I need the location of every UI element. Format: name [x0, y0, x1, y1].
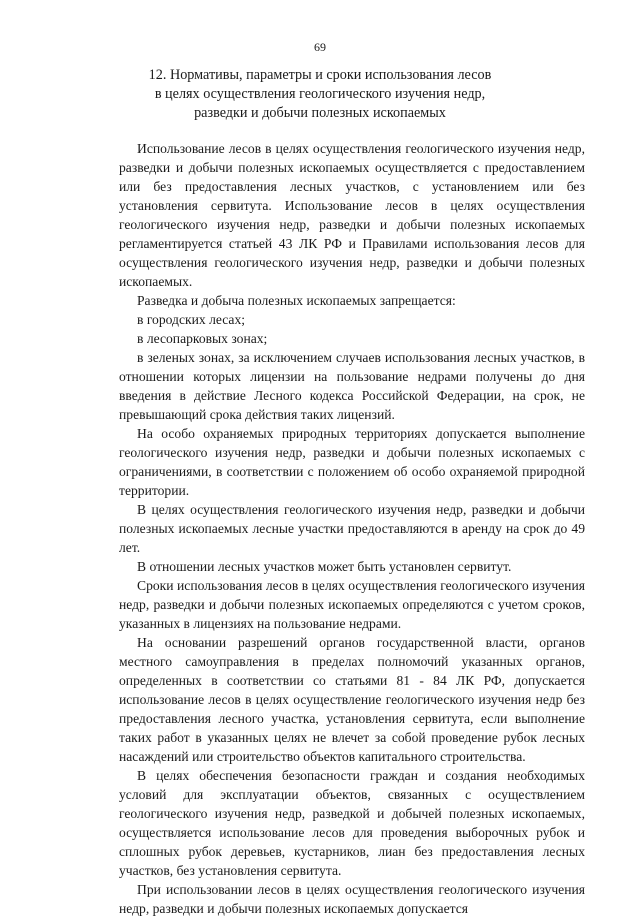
body-text — [119, 139, 585, 918]
page-number: 69 — [314, 40, 326, 54]
paragraph-permits: На основании разрешений органов государственной власти, органов местного самоуправления в пределах полномочий указанных органов, определенных в соответствии со статьями 81 - 84 ЛК РФ, допускается использование лесов в целях осуществление геологического изучения недр без предоставления лесного участка, установления сервитута, если выполнение таких работ в указанных целях не влечет за собой проведение рубок лесных насаждений или строительство объектов капитального строительства. — [119, 635, 585, 764]
list-item-green-zones: в зеленых зонах, за исключением случаев использования лесных участков, в отношении которых лицензии на пользование недрами получены до дня введения в действие Лесного кодекса Российской Федерации, на срок, не превышающий срока действия таких лицензий. — [119, 350, 585, 422]
paragraph-lease-term: В целях осуществления геологического изучения недр, разведки и добычи полезных ископаемых лесные участки предоставляются в аренду на срок до 49 лет. — [119, 502, 585, 555]
paragraph-protected-territories: На особо охраняемых природных территориях допускается выполнение геологического изучения недр, разведки и добычи полезных ископаемых с ограничениями, в соответствии с положением об особо охраняемой природной территории. — [119, 426, 585, 498]
paragraph-prohibition: Разведка и добыча полезных ископаемых запрещается: — [137, 293, 456, 308]
heading-line-2: в целях осуществления геологического изучения недр, — [154, 86, 486, 102]
list-item-forest-park-zones: в лесопарковых зонах; — [137, 331, 268, 346]
paragraph-usage: При использовании лесов в целях осуществления геологического изучения недр, разведки и добычи полезных ископаемых допускается — [119, 882, 585, 916]
section-heading — [70, 66, 570, 123]
paragraph-intro: Использование лесов в целях осуществления геологического изучения недр, разведки и добычи полезных ископаемых осуществляется с предоставлением или без предоставления лесных участков, с установлением или без установления сервитута. Использование лесов в целях осуществления геологического изучения недр, разведки и добычи полезных ископаемых регламентируется статьей 43 ЛК РФ и Правилами использования лесов для осуществления геологического изучения недр, разведки и добычи полезных ископаемых. — [119, 141, 585, 289]
list-item-urban-forests: в городских лесах; — [137, 312, 246, 327]
paragraph-safety: В целях обеспечения безопасности граждан и создания необходимых условий для эксплуатации объектов, связанных с осуществлением геологического изучения недр, разведкой и добычей полезных ископаемых, осуществляется использование лесов для проведения выборочных рубок и сплошных рубок деревьев, кустарников, лиан без предоставления лесных участков, без установления сервитута. — [119, 768, 585, 878]
paragraph-terms: Сроки использования лесов в целях осуществления геологического изучения недр, разведки и добычи полезных ископаемых определяются с учетом сроков, указанных в лицензиях на пользование недрами. — [119, 578, 585, 631]
heading-line-1: 12. Нормативы, параметры и сроки использования лесов — [148, 67, 492, 83]
heading-line-3: разведки и добычи полезных ископаемых — [194, 105, 446, 121]
paragraph-servitude: В отношении лесных участков может быть установлен сервитут. — [137, 559, 512, 574]
